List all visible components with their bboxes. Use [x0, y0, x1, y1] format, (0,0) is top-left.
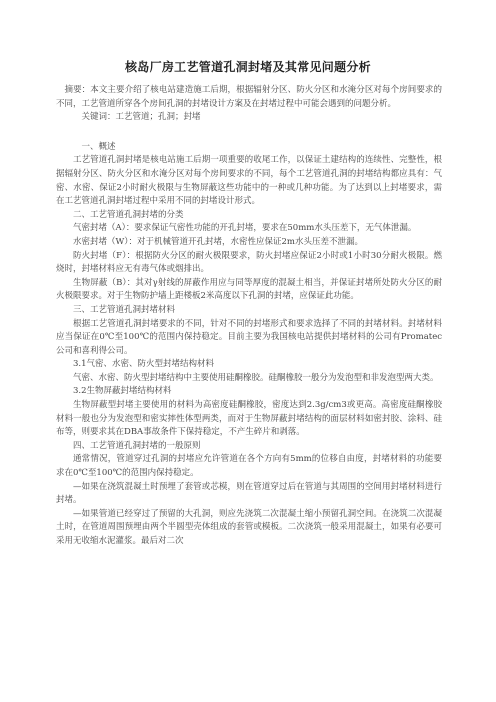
body-paragraph: 3.1气密、水密、防火型封堵结构材料 [73, 359, 215, 370]
body-paragraph: 3.2生物屏蔽封堵结构材料 [73, 386, 172, 397]
body-paragraphs [56, 141, 442, 549]
body-paragraph: 三、工艺管道孔洞封堵材料 [73, 304, 176, 315]
body-paragraph: 二、工艺管道孔洞封堵的分类 [73, 209, 184, 220]
body-paragraph: —如果在浇筑混凝土时预埋了套管或芯模，则在管道穿过后在管道与其周围的空间用封堵材料进行封堵。 [56, 481, 442, 506]
body-paragraph: 生物屏蔽（B）：其对γ射线的屏蔽作用应与同等厚度的混凝土相当，并保证封堵所处防火分区的耐火极限要求。对于生物防护墙上距楼板2米高度以下孔洞的封堵，应保证此功能。 [56, 277, 442, 302]
body-paragraph: 气密、水密、防火型封堵结构中主要使用硅酮橡胶。硅酮橡胶一般分为发泡型和非发泡型两大类。 [73, 372, 439, 383]
document-title: 核岛厂房工艺管道孔洞封堵及其常见问题分析 [124, 60, 371, 74]
body-paragraph: —如果管道已经穿过了预留的大孔洞，则应先浇筑二次混凝土缩小预留孔洞空间。在浇筑二次混凝土时，在管道周围预埋由两个半圆型壳体组成的套管或模板。二次浇筑一般采用混凝土，如果有必要可采用无收缩水泥灌浆。最后对二次 [56, 508, 442, 546]
body-paragraph: 一、概述 [81, 141, 116, 152]
document-body [56, 84, 442, 549]
body-paragraph: 生物屏蔽型封堵主要使用的材料为高密度硅酮橡胶，密度达到2.3g/cm3或更高。高密度硅酮橡胶材料一般也分为发泡型和密实摔性体型两类，而对于生物屏蔽封堵结构的面层材料如密封胶、涂料、硅布等，则要求其在DBA事故条件下保持稳定，不产生碎片和剥落。 [56, 400, 442, 438]
body-paragraph: 四、工艺管道孔洞封堵的一般原则 [73, 440, 201, 451]
abstract-paragraph: 摘要：本文主要介绍了核电站建造施工后期，根据辐射分区、防火分区和水淹分区对每个房间要求的不同，工艺管道所穿各个房间孔洞的封堵设计方案及在封堵过程中可能会遇到的问题分析。 [56, 85, 442, 109]
body-paragraph: 根据工艺管道孔洞封堵要求的不同，针对不同的封堵形式和要求选择了不同的封堵材料。封堵材料应当保证在0℃至100℃的范围内保持稳定。目前主要为我国核电站提供封堵材料的公司有Promatec公司和喜利得公司。 [56, 318, 442, 356]
body-paragraph: 水密封堵（W）：对于机械管道开孔封堵，水密性应保证2m水头压差不泄漏。 [73, 236, 363, 247]
keywords-line: 关键词：工艺管道；孔洞；封堵 [81, 112, 201, 123]
body-paragraph: 工艺管道孔洞封堵是核电站施工后期一项重要的收尾工作，以保证土建结构的连续性、完整性，根据辐射分区、防火分区和水淹分区对每个房间要求的不同，每个工艺管道孔洞的封堵结构都应具有：气密、水密、保证2小时耐火极限与生物屏蔽这些功能中的一种或几种功能。为了达到以上封堵要求，需在工艺管道孔洞封堵过程中采用不同的封堵设计形式。 [56, 155, 442, 207]
body-paragraph: 气密封堵（A）：要求保证气密性功能的开孔封堵，要求在50mm水头压差下，无气体泄漏。 [73, 223, 417, 234]
section-gap [56, 125, 442, 141]
body-paragraph: 防火封堵（F）：根据防火分区的耐火极限要求，防火封堵应保证2小时或1小时30分耐火极限。燃烧时，封堵材料应无有毒气体或烟排出。 [56, 250, 442, 275]
body-paragraph: 通常情况，管道穿过孔洞的封堵应允许管道在各个方向有5mm的位移自由度，封堵材料的功能要求在0℃至100℃的范围内保持稳定。 [56, 454, 442, 479]
